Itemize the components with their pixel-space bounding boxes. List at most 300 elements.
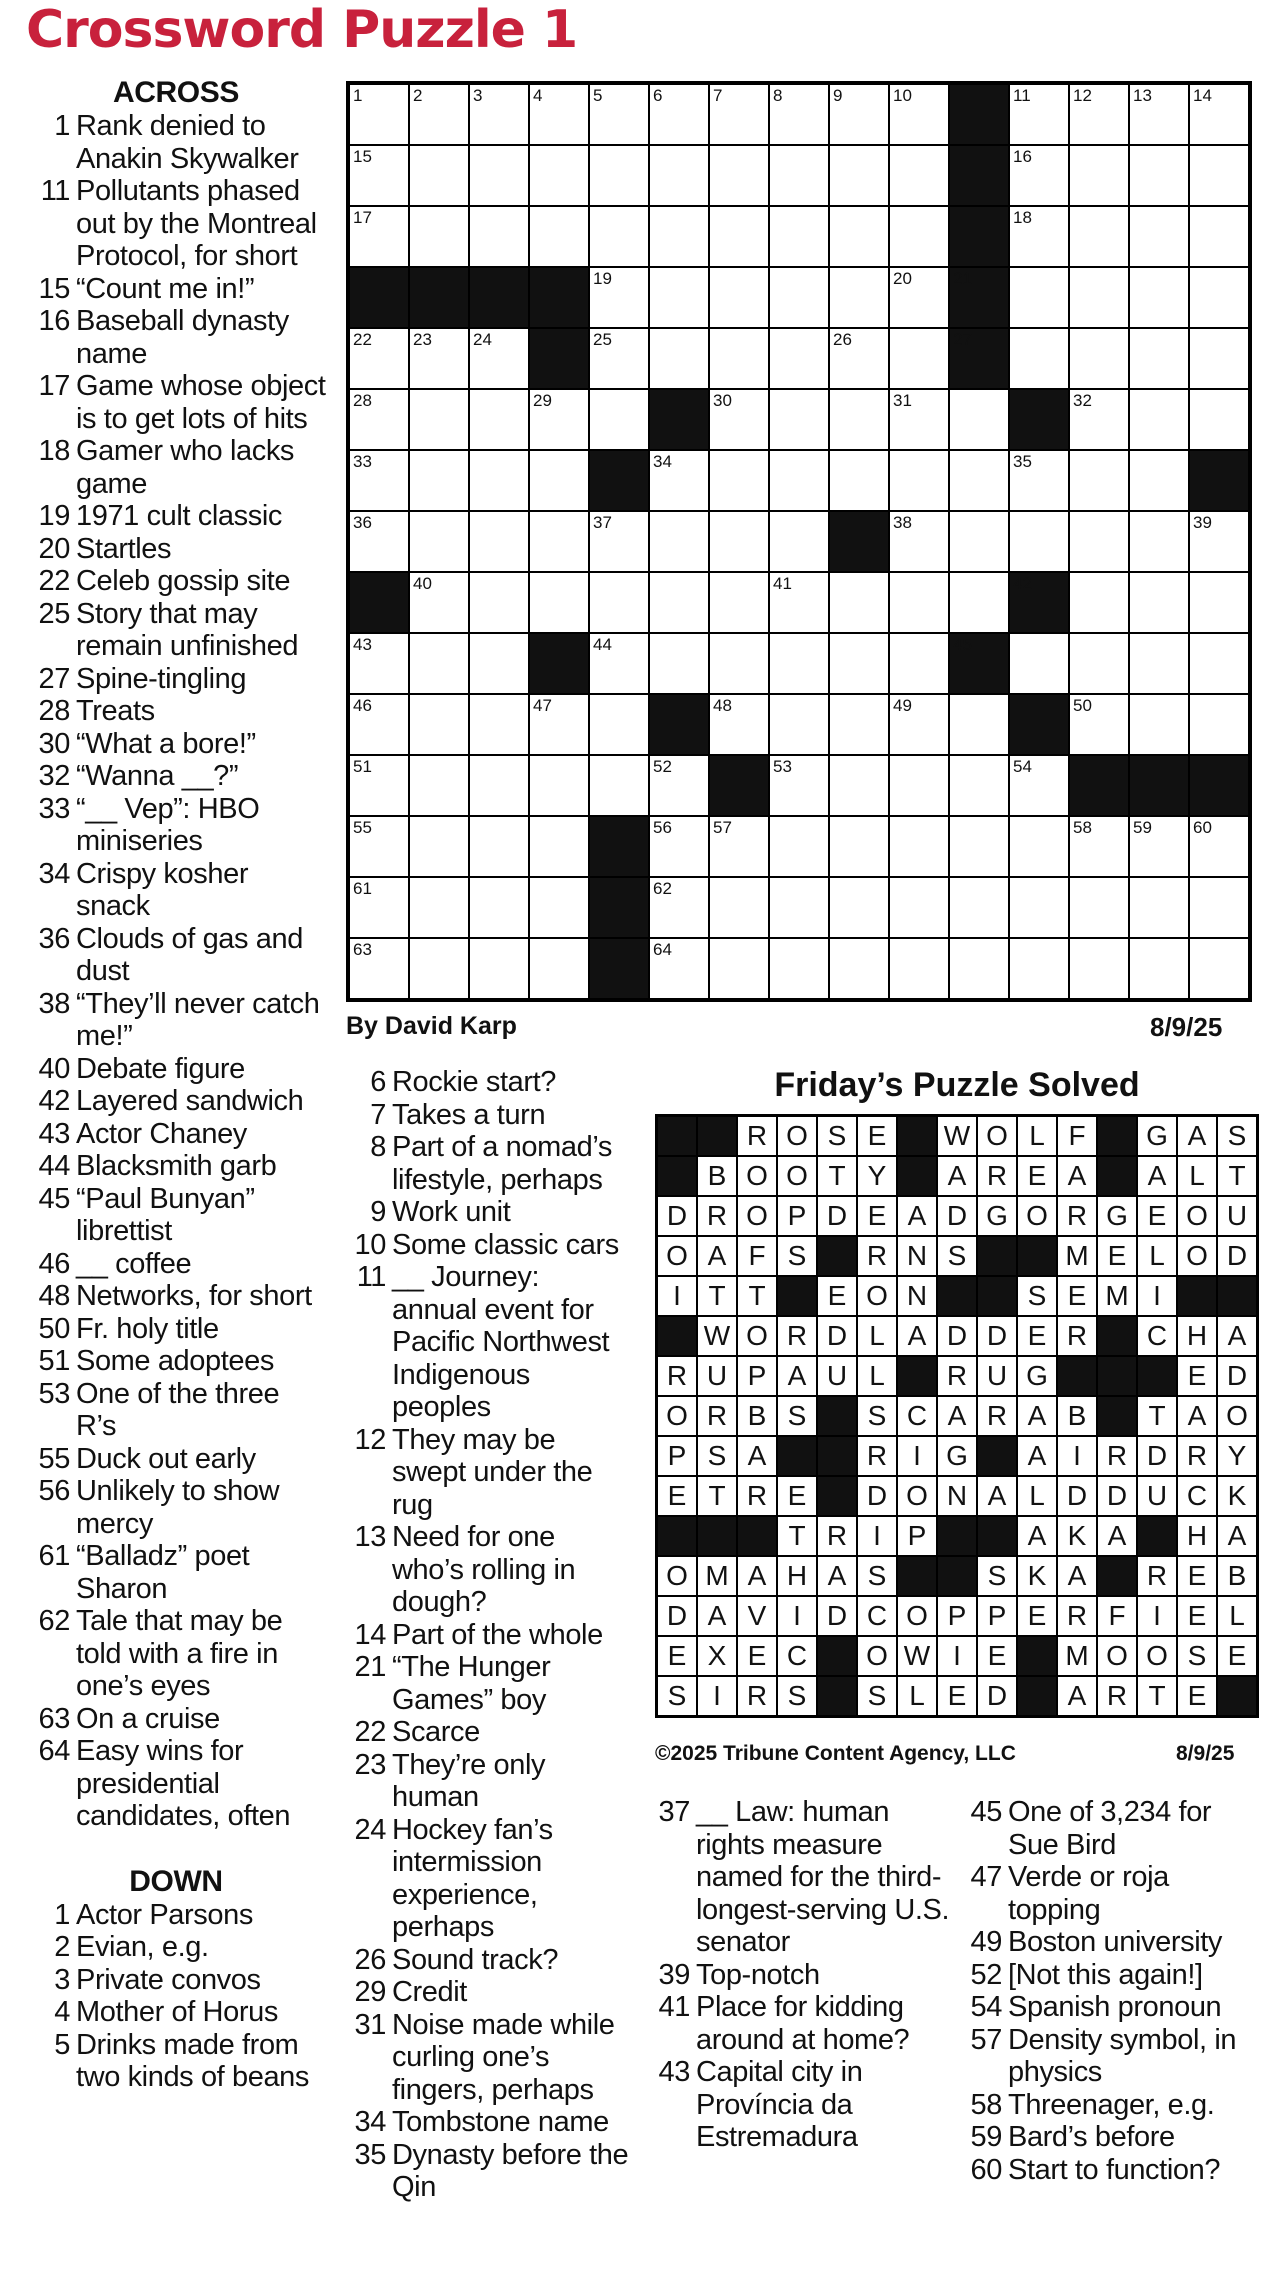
clue-text: They’re only human: [392, 1748, 546, 1813]
grid-cell[interactable]: [649, 877, 709, 938]
grid-cell[interactable]: [1009, 145, 1069, 206]
grid-cell[interactable]: [889, 633, 949, 694]
grid-cell[interactable]: [1069, 206, 1129, 267]
grid-cell[interactable]: [769, 267, 829, 328]
grid-cell[interactable]: [829, 145, 889, 206]
grid-cell[interactable]: [769, 511, 829, 572]
solved-letter: L: [897, 1676, 937, 1716]
clue-item[interactable]: [26, 728, 326, 761]
grid-cell[interactable]: [1189, 572, 1249, 633]
grid-cell[interactable]: [589, 267, 649, 328]
grid-cell[interactable]: [829, 877, 889, 938]
grid-cell[interactable]: [949, 511, 1009, 572]
grid-cell[interactable]: [1189, 633, 1249, 694]
grid-cell[interactable]: [1129, 694, 1189, 755]
solved-letter: H: [777, 1556, 817, 1596]
solved-letter: T: [1137, 1396, 1177, 1436]
grid-cell[interactable]: [889, 572, 949, 633]
grid-cell[interactable]: [1189, 694, 1249, 755]
clue-item[interactable]: [26, 1931, 326, 1964]
grid-cell[interactable]: [649, 450, 709, 511]
clue-item[interactable]: [650, 2056, 950, 2154]
grid-cell[interactable]: [1129, 938, 1189, 999]
clue-item[interactable]: [962, 2121, 1262, 2154]
grid-cell[interactable]: [889, 267, 949, 328]
grid-cell[interactable]: [529, 572, 589, 633]
grid-cell[interactable]: [409, 328, 469, 389]
clue-item[interactable]: [26, 1996, 326, 2029]
grid-cell[interactable]: [1129, 84, 1189, 145]
grid-cell[interactable]: [1069, 877, 1129, 938]
grid-cell[interactable]: [1129, 633, 1189, 694]
grid-cell[interactable]: [1129, 206, 1189, 267]
clue-item[interactable]: [650, 1991, 950, 2056]
clue-item[interactable]: [26, 695, 326, 728]
grid-cell[interactable]: [889, 328, 949, 389]
grid-cell[interactable]: [769, 633, 829, 694]
grid-cell[interactable]: [709, 450, 769, 511]
clue-item[interactable]: [962, 2154, 1262, 2187]
solved-letter: R: [1057, 1316, 1097, 1356]
grid-cell[interactable]: [1009, 511, 1069, 572]
clue-item[interactable]: [342, 1066, 630, 1099]
grid-cell[interactable]: [889, 816, 949, 877]
grid-cell[interactable]: [349, 755, 409, 816]
clue-item[interactable]: [962, 1926, 1262, 1959]
clue-item[interactable]: [342, 2106, 630, 2139]
clue-item[interactable]: [26, 1345, 326, 1378]
grid-cell[interactable]: [469, 206, 529, 267]
clue-item[interactable]: [26, 1248, 326, 1281]
grid-cell[interactable]: [1069, 694, 1129, 755]
grid-cell[interactable]: [469, 877, 529, 938]
grid-cell[interactable]: [409, 84, 469, 145]
grid-cell[interactable]: [529, 389, 589, 450]
grid-cell[interactable]: [349, 206, 409, 267]
grid-cell[interactable]: [469, 694, 529, 755]
grid-cell[interactable]: [1069, 450, 1129, 511]
clue-item[interactable]: [342, 1651, 630, 1716]
clue-item[interactable]: [26, 1735, 326, 1833]
grid-cell[interactable]: [409, 206, 469, 267]
cell-number: 31: [893, 391, 912, 410]
solved-letter: R: [1057, 1596, 1097, 1636]
grid-cell[interactable]: [949, 816, 1009, 877]
clue-item[interactable]: [26, 1540, 326, 1605]
grid-cell[interactable]: [1189, 816, 1249, 877]
clue-item[interactable]: [26, 110, 326, 175]
grid-cell[interactable]: [649, 572, 709, 633]
grid-cell[interactable]: [709, 816, 769, 877]
clue-item[interactable]: [26, 923, 326, 988]
clue-item[interactable]: [342, 1976, 630, 2009]
grid-cell[interactable]: [529, 145, 589, 206]
grid-cell[interactable]: [1129, 328, 1189, 389]
clue-item[interactable]: [26, 1605, 326, 1703]
grid-cell[interactable]: [769, 145, 829, 206]
down-clue-list-4: [962, 1796, 1262, 2186]
grid-cell[interactable]: [409, 572, 469, 633]
grid-cell[interactable]: [709, 267, 769, 328]
clue-item[interactable]: [26, 1280, 326, 1313]
grid-cell[interactable]: [769, 755, 829, 816]
clue-item[interactable]: [26, 663, 326, 696]
cell-number: 14: [1193, 86, 1212, 105]
clue-item[interactable]: [26, 1118, 326, 1151]
grid-cell[interactable]: [889, 389, 949, 450]
grid-cell[interactable]: [1069, 328, 1129, 389]
grid-cell[interactable]: [949, 389, 1009, 450]
grid-cell[interactable]: [349, 633, 409, 694]
clue-item[interactable]: [342, 1521, 630, 1619]
clue-item[interactable]: [26, 565, 326, 598]
grid-cell[interactable]: [829, 267, 889, 328]
clue-item[interactable]: [342, 1261, 630, 1424]
grid-cell[interactable]: [589, 572, 649, 633]
grid-cell[interactable]: [1009, 755, 1069, 816]
grid-cell[interactable]: [1129, 145, 1189, 206]
grid-cell[interactable]: [1189, 328, 1249, 389]
grid-cell[interactable]: [1069, 938, 1129, 999]
clue-item[interactable]: [26, 760, 326, 793]
grid-cell[interactable]: [649, 145, 709, 206]
clue-item[interactable]: [650, 1796, 950, 1959]
clue-item[interactable]: [26, 1378, 326, 1443]
grid-cell[interactable]: [469, 84, 529, 145]
grid-cell[interactable]: [529, 938, 589, 999]
solved-black-square: [1137, 1516, 1177, 1556]
clue-item[interactable]: [962, 1991, 1262, 2024]
grid-cell[interactable]: [829, 755, 889, 816]
clue-item[interactable]: [26, 793, 326, 858]
cell-number: 51: [353, 757, 372, 776]
clue-item[interactable]: [26, 500, 326, 533]
clue-item[interactable]: [26, 598, 326, 663]
grid-cell[interactable]: [589, 389, 649, 450]
grid-cell[interactable]: [769, 816, 829, 877]
solved-black-square: [817, 1236, 857, 1276]
grid-cell[interactable]: [529, 816, 589, 877]
grid-cell[interactable]: [889, 755, 949, 816]
grid-cell[interactable]: [649, 938, 709, 999]
clue-item[interactable]: [26, 175, 326, 273]
grid-cell[interactable]: [829, 84, 889, 145]
clue-item[interactable]: [26, 273, 326, 306]
grid-cell[interactable]: [1009, 328, 1069, 389]
grid-cell[interactable]: [889, 450, 949, 511]
grid-cell[interactable]: [949, 938, 1009, 999]
solved-letter: R: [977, 1156, 1017, 1196]
grid-cell[interactable]: [529, 206, 589, 267]
grid-cell[interactable]: [769, 84, 829, 145]
grid-cell[interactable]: [1189, 206, 1249, 267]
grid-cell[interactable]: [1009, 938, 1069, 999]
grid-cell[interactable]: [829, 694, 889, 755]
grid-cell[interactable]: [349, 511, 409, 572]
grid-cell[interactable]: [829, 450, 889, 511]
grid-cell[interactable]: [469, 145, 529, 206]
clue-item[interactable]: [342, 1619, 630, 1652]
grid-cell[interactable]: [769, 877, 829, 938]
grid-cell[interactable]: [529, 84, 589, 145]
grid-cell[interactable]: [469, 450, 529, 511]
grid-cell[interactable]: [1189, 145, 1249, 206]
grid-cell[interactable]: [769, 206, 829, 267]
clue-item[interactable]: [26, 2029, 326, 2094]
grid-cell[interactable]: [409, 694, 469, 755]
grid-cell[interactable]: [349, 694, 409, 755]
clue-item[interactable]: [342, 1944, 630, 1977]
grid-cell[interactable]: [349, 328, 409, 389]
grid-cell[interactable]: [769, 572, 829, 633]
clue-item[interactable]: [342, 1424, 630, 1522]
grid-cell[interactable]: [589, 145, 649, 206]
grid-cell[interactable]: [1129, 511, 1189, 572]
clue-number: 41: [658, 1991, 690, 2023]
clue-item[interactable]: [962, 2024, 1262, 2089]
grid-cell[interactable]: [829, 206, 889, 267]
clue-item[interactable]: [342, 1814, 630, 1944]
grid-cell[interactable]: [409, 389, 469, 450]
clue-item[interactable]: [26, 435, 326, 500]
grid-cell[interactable]: [409, 450, 469, 511]
grid-cell[interactable]: [649, 206, 709, 267]
grid-cell[interactable]: [709, 633, 769, 694]
grid-cell[interactable]: [769, 694, 829, 755]
clue-item[interactable]: [26, 1703, 326, 1736]
grid-cell[interactable]: [949, 694, 1009, 755]
grid-cell[interactable]: [889, 694, 949, 755]
grid-cell[interactable]: [1009, 450, 1069, 511]
grid-cell[interactable]: [589, 328, 649, 389]
grid-cell[interactable]: [469, 938, 529, 999]
grid-cell[interactable]: [829, 389, 889, 450]
grid-cell[interactable]: [1129, 267, 1189, 328]
grid-cell[interactable]: [1009, 206, 1069, 267]
solved-letter: I: [1057, 1436, 1097, 1476]
grid-cell[interactable]: [349, 389, 409, 450]
clue-item[interactable]: [26, 305, 326, 370]
grid-cell[interactable]: [529, 755, 589, 816]
grid-cell[interactable]: [1189, 267, 1249, 328]
grid-cell[interactable]: [1009, 816, 1069, 877]
grid-cell[interactable]: [1009, 84, 1069, 145]
grid-cell[interactable]: [709, 877, 769, 938]
clue-item[interactable]: [342, 1196, 630, 1229]
grid-cell[interactable]: [709, 206, 769, 267]
grid-cell[interactable]: [709, 511, 769, 572]
cell-number: 44: [593, 635, 612, 654]
grid-cell[interactable]: [949, 450, 1009, 511]
grid-cell[interactable]: [1069, 511, 1129, 572]
grid-cell[interactable]: [349, 450, 409, 511]
grid-cell[interactable]: [469, 389, 529, 450]
grid-cell[interactable]: [709, 572, 769, 633]
grid-cell[interactable]: [409, 877, 469, 938]
grid-cell[interactable]: [409, 816, 469, 877]
solved-letter: E: [657, 1636, 697, 1676]
clue-number: 11: [356, 1261, 386, 1293]
grid-cell[interactable]: [709, 389, 769, 450]
grid-cell[interactable]: [1069, 145, 1129, 206]
grid-cell[interactable]: [529, 877, 589, 938]
grid-cell[interactable]: [1009, 267, 1069, 328]
clue-item[interactable]: [962, 1796, 1262, 1861]
grid-cell[interactable]: [1069, 84, 1129, 145]
clue-item[interactable]: [26, 1443, 326, 1476]
grid-cell[interactable]: [589, 206, 649, 267]
grid-cell[interactable]: [349, 84, 409, 145]
grid-cell[interactable]: [1189, 84, 1249, 145]
grid-cell[interactable]: [409, 938, 469, 999]
grid-cell[interactable]: [469, 755, 529, 816]
grid-cell[interactable]: [829, 572, 889, 633]
grid-cell[interactable]: [889, 938, 949, 999]
clue-text: Gamer who lacks game: [76, 435, 295, 500]
grid-cell[interactable]: [649, 633, 709, 694]
grid-cell[interactable]: [589, 755, 649, 816]
clue-item[interactable]: [342, 1229, 630, 1262]
solved-letter: C: [1177, 1476, 1217, 1516]
grid-cell[interactable]: [469, 572, 529, 633]
grid-cell[interactable]: [709, 328, 769, 389]
grid-cell[interactable]: [1069, 633, 1129, 694]
clue-text: Sound track?: [392, 1943, 559, 1976]
crossword-grid[interactable]: [346, 81, 1252, 1002]
clue-item[interactable]: [26, 1183, 326, 1248]
grid-cell[interactable]: [589, 694, 649, 755]
grid-cell[interactable]: [349, 145, 409, 206]
clue-item[interactable]: [26, 858, 326, 923]
grid-cell[interactable]: [709, 938, 769, 999]
clue-item[interactable]: [26, 533, 326, 566]
grid-cell[interactable]: [529, 450, 589, 511]
grid-cell[interactable]: [829, 938, 889, 999]
grid-cell[interactable]: [949, 877, 1009, 938]
grid-cell[interactable]: [589, 84, 649, 145]
grid-cell[interactable]: [949, 755, 1009, 816]
grid-cell[interactable]: [949, 572, 1009, 633]
grid-cell[interactable]: [409, 145, 469, 206]
grid-cell[interactable]: [889, 511, 949, 572]
grid-cell[interactable]: [1009, 633, 1069, 694]
grid-cell[interactable]: [1129, 816, 1189, 877]
clue-item[interactable]: [26, 988, 326, 1053]
grid-cell[interactable]: [1189, 511, 1249, 572]
black-square: [529, 267, 589, 328]
clue-item[interactable]: [26, 1053, 326, 1086]
clue-number: 37: [658, 1796, 690, 1828]
clue-item[interactable]: [342, 1099, 630, 1132]
grid-cell[interactable]: [1069, 267, 1129, 328]
clue-item[interactable]: [342, 2009, 630, 2107]
clue-item[interactable]: [26, 1899, 326, 1932]
grid-cell[interactable]: [589, 511, 649, 572]
grid-cell[interactable]: [769, 938, 829, 999]
clue-text: Tombstone name: [392, 2106, 609, 2138]
clue-item[interactable]: [26, 1313, 326, 1346]
clue-item[interactable]: [342, 1716, 630, 1749]
grid-cell[interactable]: [1129, 450, 1189, 511]
clue-item[interactable]: [26, 1475, 326, 1540]
grid-cell[interactable]: [889, 877, 949, 938]
solved-letter: O: [1097, 1636, 1137, 1676]
grid-cell[interactable]: [1129, 572, 1189, 633]
grid-cell[interactable]: [889, 84, 949, 145]
grid-cell[interactable]: [649, 755, 709, 816]
grid-cell[interactable]: [469, 511, 529, 572]
clue-item[interactable]: [342, 1749, 630, 1814]
grid-cell[interactable]: [769, 450, 829, 511]
grid-cell[interactable]: [649, 267, 709, 328]
clue-item[interactable]: [962, 1861, 1262, 1926]
clue-item[interactable]: [962, 1959, 1262, 1992]
grid-cell[interactable]: [1009, 877, 1069, 938]
grid-cell[interactable]: [829, 328, 889, 389]
grid-cell[interactable]: [529, 694, 589, 755]
grid-cell[interactable]: [529, 511, 589, 572]
black-square: [1189, 450, 1249, 511]
clue-item[interactable]: [26, 370, 326, 435]
grid-cell[interactable]: [349, 816, 409, 877]
clue-item[interactable]: [650, 1959, 950, 1992]
grid-cell[interactable]: [589, 633, 649, 694]
grid-cell[interactable]: [409, 633, 469, 694]
grid-cell[interactable]: [1069, 572, 1129, 633]
grid-cell[interactable]: [409, 511, 469, 572]
grid-cell[interactable]: [649, 328, 709, 389]
grid-cell[interactable]: [829, 816, 889, 877]
grid-cell[interactable]: [1069, 816, 1129, 877]
grid-cell[interactable]: [1189, 389, 1249, 450]
grid-cell[interactable]: [649, 511, 709, 572]
grid-cell[interactable]: [469, 328, 529, 389]
grid-cell[interactable]: [769, 328, 829, 389]
grid-cell[interactable]: [469, 633, 529, 694]
clue-item[interactable]: [26, 1964, 326, 1997]
grid-cell[interactable]: [769, 389, 829, 450]
grid-cell[interactable]: [649, 816, 709, 877]
grid-cell[interactable]: [1129, 877, 1189, 938]
grid-cell[interactable]: [469, 816, 529, 877]
solved-letter: E: [657, 1476, 697, 1516]
black-square: [529, 633, 589, 694]
grid-cell[interactable]: [1189, 877, 1249, 938]
grid-cell[interactable]: [1069, 389, 1129, 450]
grid-cell[interactable]: [409, 755, 469, 816]
grid-cell[interactable]: [1129, 389, 1189, 450]
grid-cell[interactable]: [349, 877, 409, 938]
grid-cell[interactable]: [1189, 938, 1249, 999]
clue-item[interactable]: [962, 2089, 1262, 2122]
solved-letter: A: [737, 1556, 777, 1596]
clue-item[interactable]: [342, 1131, 630, 1196]
grid-cell[interactable]: [709, 694, 769, 755]
black-square: [949, 633, 1009, 694]
grid-cell[interactable]: [829, 633, 889, 694]
clue-item[interactable]: [342, 2139, 630, 2204]
grid-cell[interactable]: [889, 206, 949, 267]
clue-number: 53: [38, 1377, 70, 1410]
grid-cell[interactable]: [349, 938, 409, 999]
grid-cell[interactable]: [709, 84, 769, 145]
grid-cell[interactable]: [889, 145, 949, 206]
solved-letter: P: [737, 1356, 777, 1396]
grid-cell[interactable]: [709, 145, 769, 206]
clue-item[interactable]: [26, 1150, 326, 1183]
clue-item[interactable]: [26, 1085, 326, 1118]
grid-cell[interactable]: [649, 84, 709, 145]
